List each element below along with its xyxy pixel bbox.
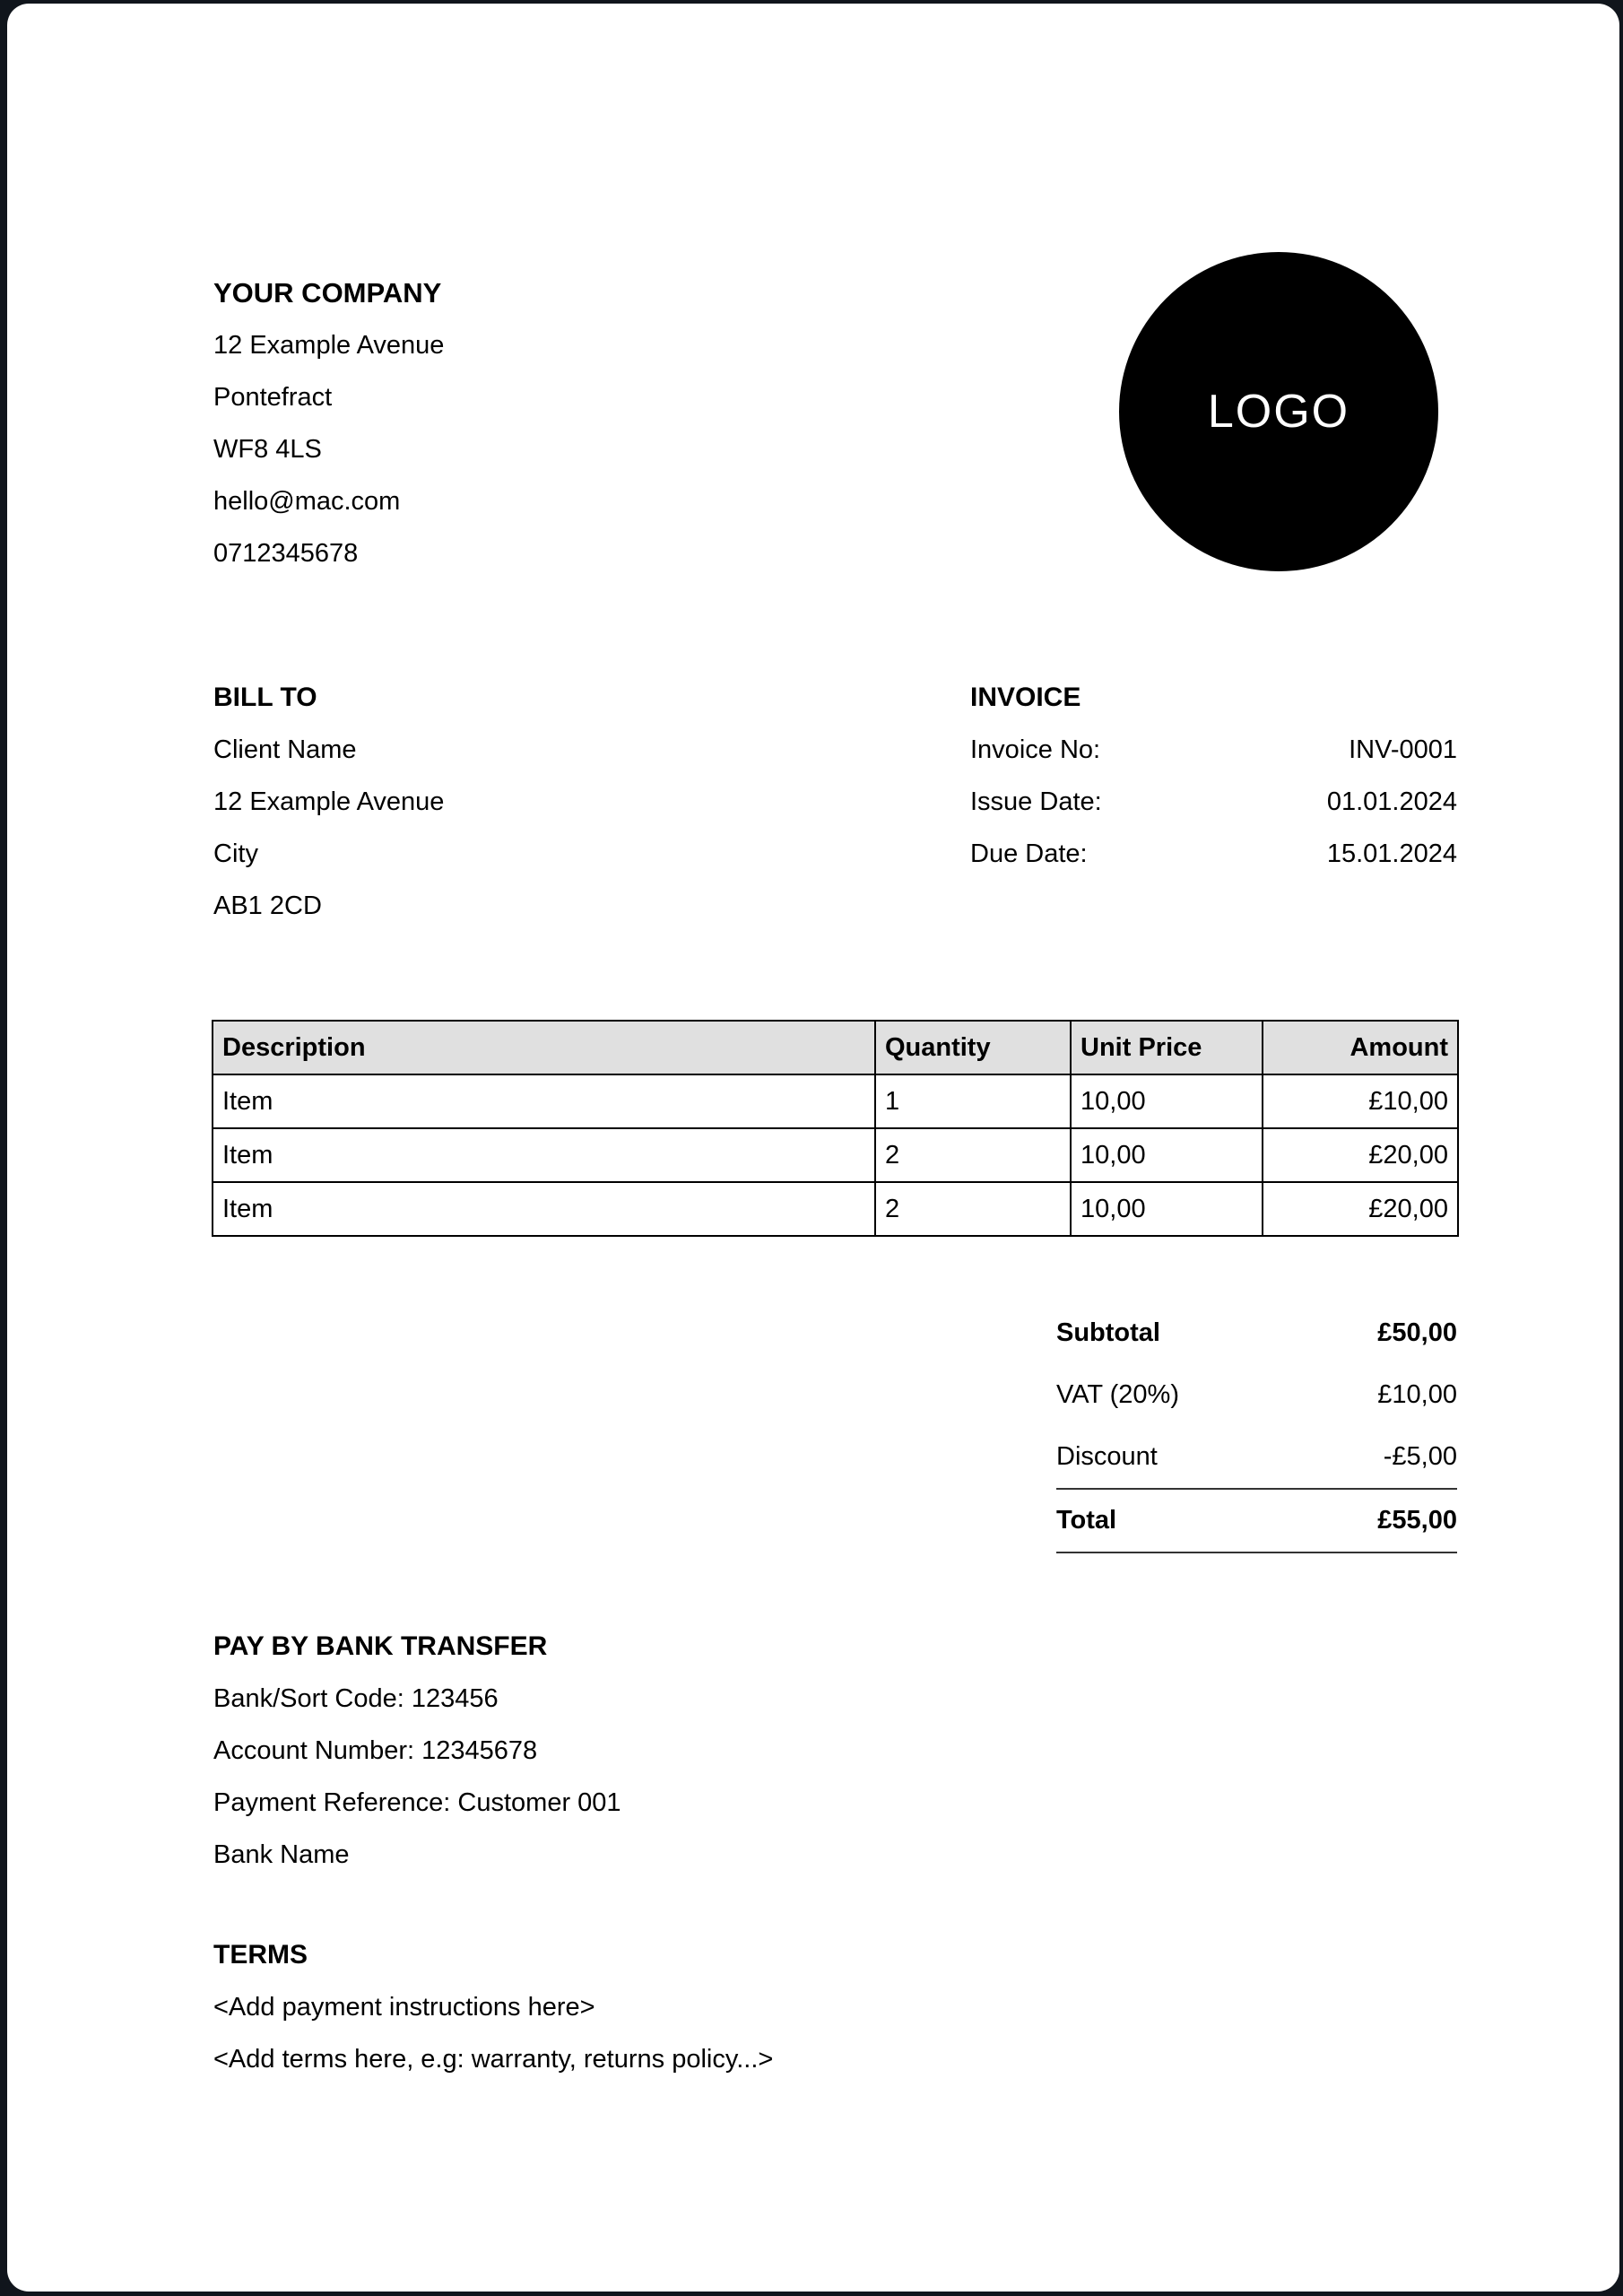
payment-block (213, 1621, 621, 1881)
discount-value: -£5,00 (1383, 1442, 1457, 1471)
terms-line: <Add terms here, e.g: warranty, returns policy...> (213, 2045, 774, 2074)
due-date-row (970, 828, 1457, 880)
company-address-line: Pontefract (213, 383, 333, 412)
issue-date-row (970, 776, 1457, 828)
bank-name: Bank Name (213, 1840, 350, 1869)
cell-quantity: 2 (875, 1182, 1071, 1236)
client-address-line: City (213, 839, 258, 868)
terms-line: <Add payment instructions here> (213, 1993, 595, 2022)
items-table (212, 1020, 1459, 1237)
vat-value: £10,00 (1377, 1380, 1457, 1409)
client-address-line: 12 Example Avenue (213, 787, 445, 816)
cell-amount: £20,00 (1263, 1182, 1458, 1236)
account-number: Account Number: 12345678 (213, 1736, 538, 1765)
due-date-value: 15.01.2024 (1326, 839, 1457, 868)
total-label: Total (1056, 1506, 1117, 1535)
cell-unit-price: 10,00 (1071, 1128, 1263, 1182)
discount-row (1056, 1426, 1457, 1488)
company-name: YOUR COMPANY (213, 277, 442, 309)
header-unit-price: Unit Price (1071, 1021, 1263, 1074)
table-row (213, 1182, 1458, 1236)
company-address-line: 12 Example Avenue (213, 331, 445, 360)
client-name: Client Name (213, 735, 357, 764)
cell-quantity: 2 (875, 1128, 1071, 1182)
header-quantity: Quantity (875, 1021, 1071, 1074)
payment-reference: Payment Reference: Customer 001 (213, 1788, 621, 1817)
company-phone: 0712345678 (213, 539, 359, 568)
cell-quantity: 1 (875, 1074, 1071, 1128)
invoice-heading: INVOICE (970, 683, 1081, 712)
cell-unit-price: 10,00 (1071, 1182, 1263, 1236)
cell-unit-price: 10,00 (1071, 1074, 1263, 1128)
cell-description: Item (213, 1182, 875, 1236)
issue-date-value: 01.01.2024 (1326, 787, 1457, 816)
terms-heading: TERMS (213, 1940, 308, 1970)
subtotal-row (1056, 1302, 1457, 1364)
subtotal-label: Subtotal (1056, 1318, 1160, 1347)
cell-amount: £20,00 (1263, 1128, 1458, 1182)
header-amount: Amount (1263, 1021, 1458, 1074)
client-address-line: AB1 2CD (213, 891, 322, 920)
table-header-row (213, 1021, 1458, 1074)
header-description: Description (213, 1021, 875, 1074)
due-date-label: Due Date: (970, 839, 1088, 868)
subtotal-value: £50,00 (1377, 1318, 1457, 1347)
company-address-line: WF8 4LS (213, 435, 322, 464)
totals-block (1056, 1302, 1457, 1553)
totals-divider (1056, 1552, 1457, 1553)
cell-description: Item (213, 1128, 875, 1182)
vat-row (1056, 1364, 1457, 1426)
invoice-number-label: Invoice No: (970, 735, 1101, 764)
cell-description: Item (213, 1074, 875, 1128)
items-table-container (212, 1020, 1459, 1237)
invoice-number-row (970, 724, 1457, 776)
cell-amount: £10,00 (1263, 1074, 1458, 1128)
discount-label: Discount (1056, 1442, 1158, 1471)
vat-label: VAT (20%) (1056, 1380, 1179, 1409)
issue-date-label: Issue Date: (970, 787, 1102, 816)
bill-to-block (213, 672, 444, 932)
total-row (1056, 1490, 1457, 1552)
bill-to-heading: BILL TO (213, 683, 317, 712)
company-logo (1119, 252, 1438, 571)
invoice-number-value: INV-0001 (1349, 735, 1457, 764)
invoice-meta-block (970, 672, 1457, 880)
payment-heading: PAY BY BANK TRANSFER (213, 1631, 548, 1661)
table-row (213, 1074, 1458, 1128)
total-value: £55,00 (1377, 1506, 1457, 1535)
company-email: hello@mac.com (213, 487, 401, 516)
table-row (213, 1128, 1458, 1182)
terms-block (213, 1929, 773, 2085)
invoice-page (7, 4, 1619, 2292)
logo-text: LOGO (1207, 386, 1350, 438)
bank-sort-code: Bank/Sort Code: 123456 (213, 1684, 499, 1713)
company-block (213, 267, 444, 579)
